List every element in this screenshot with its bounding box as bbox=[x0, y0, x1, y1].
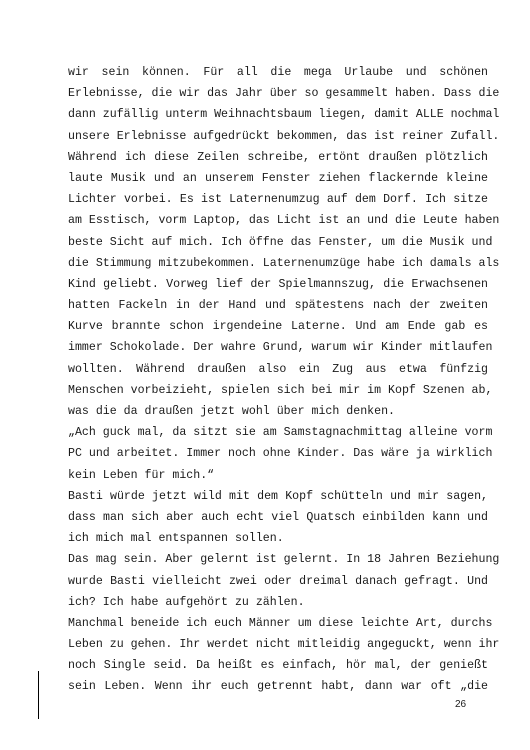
text-line: dass man sich aber auch echt viel Quatsch einbilden kann und bbox=[68, 510, 488, 524]
text-line: ich mich mal entspannen sollen. bbox=[68, 532, 284, 546]
text-line: dann zufällig unterm Weihnachtsbaum liegen, damit ALLE nochmal bbox=[68, 108, 500, 122]
text-line: Kurve brannte schon irgendeine Laterne. Und am Ende gab es bbox=[68, 320, 488, 334]
text-line: die Stimmung mitzubekommen. Laternenumzüge habe ich damals als bbox=[68, 256, 500, 270]
text-line: Während ich diese Zeilen schreibe, ertönt draußen plötzlich bbox=[68, 150, 488, 164]
page-number: 26 bbox=[455, 699, 467, 710]
margin-bar bbox=[38, 671, 39, 719]
text-line: was die da draußen jetzt wohl über mich denken. bbox=[68, 405, 395, 418]
text-line: immer Schokolade. Der wahre Grund, warum wir Kinder mitlaufen bbox=[68, 341, 493, 355]
text-line: Das mag sein. Aber gelernt ist gelernt. In 18 Jahren Beziehung bbox=[68, 553, 500, 567]
text-line: Manchmal beneide ich euch Männer um diese leichte Art, durchs bbox=[68, 616, 493, 630]
text-line: hatten Fackeln in der Hand und spätestens nach der zweiten bbox=[68, 299, 488, 313]
text-line: kein Leben für mich.“ bbox=[68, 468, 215, 482]
text-line: ich? Ich habe aufgehört zu zählen. bbox=[68, 595, 305, 609]
text-line: Kind geliebt. Vorweg lief der Spielmannszug, die Erwachsenen bbox=[68, 277, 488, 291]
text-line: wollten. Während draußen also ein Zug aus etwa fünfzig bbox=[68, 362, 488, 376]
text-line: „Ach guck mal, da sitzt sie am Samstagnachmittag alleine vorm bbox=[68, 426, 493, 440]
text-line: wir sein können. Für all die mega Urlaube und schönen bbox=[68, 66, 488, 79]
text-line: Leben zu gehen. Ihr werdet nicht mitleidig angeguckt, wenn ihr bbox=[68, 638, 500, 652]
text-line: laute Musik und an unserem Fenster ziehen flackernde kleine bbox=[68, 171, 488, 185]
text-line: beste Sicht auf mich. Ich öffne das Fenster, um die Musik und bbox=[68, 235, 493, 249]
text-line: Erlebnisse, die wir das Jahr über so gesammelt haben. Dass die bbox=[68, 87, 500, 101]
text-line: PC und arbeitet. Immer noch ohne Kinder. Das wäre ja wirklich bbox=[68, 447, 493, 461]
text-line: sein Leben. Wenn ihr euch getrennt habt, dann war oft „die bbox=[68, 680, 488, 694]
text-line: Lichter vorbei. Es ist Laternenumzug auf dem Dorf. Ich sitze bbox=[68, 193, 488, 207]
text-line: unsere Erlebnisse aufgedrückt bekommen, das ist reiner Zufall. bbox=[68, 129, 500, 143]
body-text bbox=[68, 62, 500, 698]
text-line: noch Single seid. Da heißt es einfach, hör mal, der genießt bbox=[68, 659, 488, 673]
text-line: am Esstisch, vorm Laptop, das Licht ist an und die Leute haben bbox=[68, 214, 500, 228]
text-line: Menschen vorbeizieht, spielen sich bei mir im Kopf Szenen ab, bbox=[68, 383, 493, 397]
text-line: wurde Basti vielleicht zwei oder dreimal danach gefragt. Und bbox=[68, 574, 488, 588]
text-line: Basti würde jetzt wild mit dem Kopf schütteln und mir sagen, bbox=[68, 489, 488, 503]
